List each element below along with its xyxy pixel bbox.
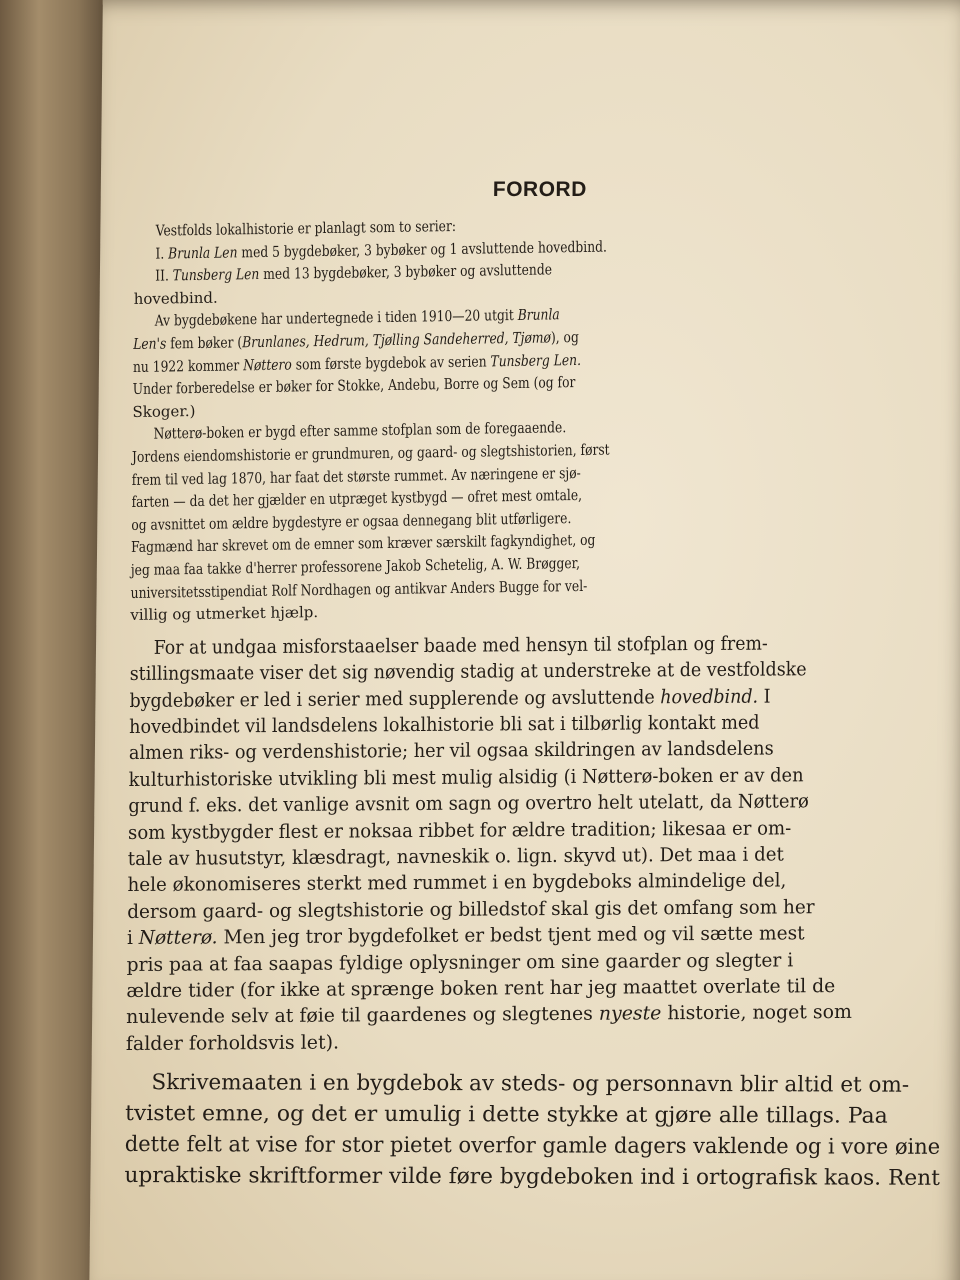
text-run: For at undgaa misforstaaelser baade med hensyn til stofplan og frem- <box>153 632 768 659</box>
text-run: stillingsmaate viser det sig nøvendig stadig at understreke at de vestfoldske <box>129 658 807 686</box>
italic-text: Brunla <box>517 305 560 325</box>
page-content <box>124 178 941 1192</box>
text-line <box>124 1129 941 1163</box>
text-run: Av bygdebøkene har undertegnede i tiden 1910—20 utgit <box>154 306 518 331</box>
text-line <box>125 1098 941 1132</box>
text-run: grund f. eks. det vanlige avsnit om sagn og overtro helt utelatt, da Nøtterø <box>128 790 809 818</box>
text-run: Skrivemaaten i en bygdebok av steds- og personnavn blir altid et om- <box>151 1070 910 1098</box>
text-run: med 13 bygdebøker, 3 bybøker og avsluttende <box>259 260 553 284</box>
text-run: med 5 bygdebøker, 3 bybøker og 1 avsluttende hovedbind. <box>237 237 607 261</box>
paragraph-block-1 <box>130 216 934 627</box>
text-run: nulevende selv at føie til gaardenes og slegtenes <box>126 1003 599 1029</box>
text-run: hovedbind. <box>133 288 218 308</box>
text-run: og avsnittet om ældre bygdestyre er ogsaa dennegang blit utførligere. <box>131 508 572 534</box>
text-run: almen riks- og verdenshistorie; her vil ogsaa skildringen av landsdelens <box>128 737 774 765</box>
italic-text: hovedbind. <box>660 685 759 708</box>
italic-text: Nøtterø. <box>138 926 218 950</box>
text-run: som kystbygder flest er noksaa ribbet for ældre tradition; likesaa er om- <box>128 816 792 844</box>
page-title: FORORD <box>492 178 587 201</box>
text-run: dette felt at vise for stor pietet overfor gamle dagers vaklende og i vore øine <box>124 1132 941 1161</box>
italic-text: Tunsberg Len. <box>490 350 582 370</box>
text-run: tvistet emne, og det er umulig i dette stykke at gjøre alle tillags. Paa <box>124 1101 888 1129</box>
text-line <box>126 1025 926 1057</box>
text-run: Under forberedelse er bøker for Stokke, Andebu, Borre og Sem (og for <box>132 373 576 399</box>
text-line <box>124 1160 941 1194</box>
text-run: frem til ved lag 1870, har faat det største rummet. Av næringene er sjø- <box>131 463 581 489</box>
text-run: universitetsstipendiat Rolf Nordhagen og antikvar Anders Bugge for vel- <box>130 576 588 602</box>
italic-text: nyeste <box>598 1002 662 1026</box>
italic-text: Brunlanes, Hedrum, Tjølling Sandeherred, Tjømø <box>242 328 551 352</box>
text-run: villig og utmerket hjælp. <box>130 603 319 625</box>
text-run: jeg maa faa takke d'herrer professorene Jakob Schetelig, A. W. Brøgger, <box>130 553 581 579</box>
text-run: Vestfolds lokalhistorie er planlagt som to serier: <box>155 216 456 240</box>
text-run: ), og <box>550 327 579 347</box>
italic-text: Brunla Len <box>168 242 238 263</box>
text-run: Nøtterø-boken er bygd efter samme stofplan som de foregaaende. <box>153 418 567 444</box>
text-run: II. <box>155 266 173 285</box>
text-run: pris paa at faa saapas fyldige oplysninger om sine gaarder og slegter i <box>126 948 794 976</box>
text-run: kulturhistoriske utvikling bli mest mulig alsidig (i Nøtterø-boken er av den <box>128 764 804 791</box>
text-run: falder forholdsvis let). <box>125 1031 340 1055</box>
text-run: tale av husutstyr, klæsdragt, navneskik o. lign. skyvd ut). Det maa i det <box>127 843 784 870</box>
text-run: bygdebøker er led i serier med supplerende og avsluttende <box>129 685 661 712</box>
text-run: historie, noget som <box>661 1001 852 1025</box>
book-page <box>89 0 960 1280</box>
text-line <box>125 1067 925 1101</box>
text-run: farten — da det her gjælder en utpræget kystbygd — ofret mest omtale, <box>131 486 583 512</box>
text-run: upraktiske skriftformer vilde føre bygdeboken ind i ortografisk kaos. Rent <box>124 1163 941 1192</box>
text-run: fem bøker ( <box>166 333 243 353</box>
text-run: Skoger.) <box>132 401 196 421</box>
text-run: hovedbindet vil landsdelens lokalhistorie bli sat i tilbørlig kontakt med <box>129 711 760 738</box>
text-run: Men jeg tror bygdefolket er bedst tjent med og vil sætte mest <box>217 922 805 949</box>
text-run: I <box>758 685 771 708</box>
paragraph-block-2 <box>125 632 930 1058</box>
italic-text: Tunsberg Len <box>172 265 260 285</box>
text-run: I. <box>155 244 169 263</box>
text-run: nu 1922 kommer <box>132 355 244 376</box>
text-run: som første bygdebok av serien <box>291 351 491 374</box>
text-run: dersom gaard- og slegtshistorie og billedstof skal gis det omfang som her <box>127 895 815 923</box>
italic-text: Nøttero <box>243 355 292 374</box>
text-run: ældre tider (for ikke at sprænge boken rent har jeg maattet overlate til de <box>126 975 836 1002</box>
text-run: i <box>126 927 139 950</box>
text-run: Jordens eiendomshistorie er grundmuren, og gaard- og slegtshistorien, først <box>131 440 610 466</box>
text-run: Fagmænd har skrevet om de emner som kræver særskilt fagkyndighet, og <box>131 531 596 557</box>
paragraph-block-3 <box>124 1067 941 1192</box>
text-run: hele økonomiseres sterkt med rummet i en bygdeboks almindelige del, <box>127 869 787 897</box>
italic-text: Len's <box>133 334 167 353</box>
